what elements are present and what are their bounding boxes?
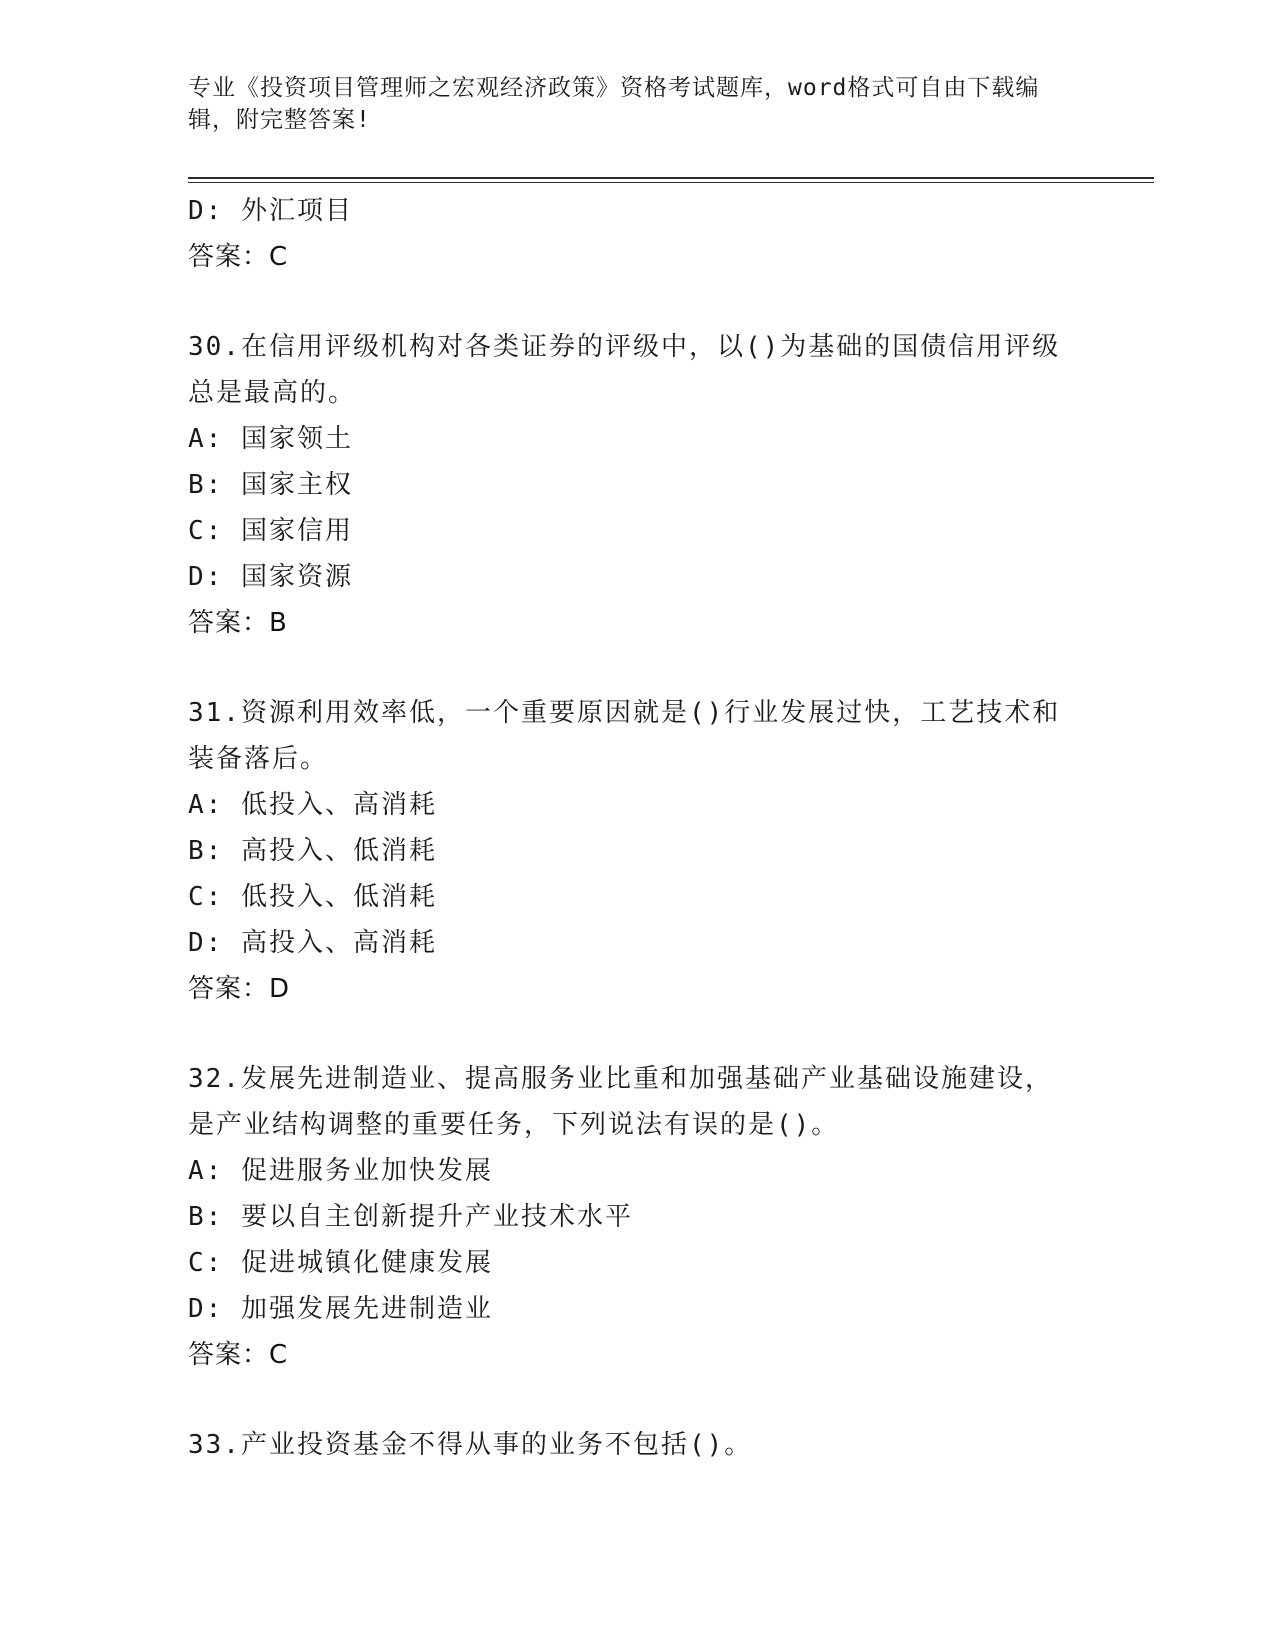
question-stem-line-2: 是产业结构调整的重要任务，下列说法有误的是()。 — [188, 1110, 840, 1140]
option-d: D: 国家资源 — [188, 562, 353, 592]
answer-line: 答案：D — [188, 974, 291, 1004]
option-b: B: 要以自主创新提升产业技术水平 — [188, 1202, 633, 1232]
header-divider — [188, 177, 1154, 179]
header-divider-thin — [188, 182, 1154, 183]
option-c: C: 促进城镇化健康发展 — [188, 1248, 493, 1278]
option-d: D: 加强发展先进制造业 — [188, 1294, 493, 1324]
option-b: B: 高投入、低消耗 — [188, 836, 437, 866]
option-b: B: 国家主权 — [188, 470, 353, 500]
option-a: A: 国家领土 — [188, 424, 353, 454]
question-stem-line-1: 30.在信用评级机构对各类证券的评级中，以()为基础的国债信用评级 — [188, 332, 1061, 362]
question-30 — [188, 324, 1088, 646]
question-stem-line-1: 32.发展先进制造业、提高服务业比重和加强基础产业基础设施建设， — [188, 1064, 1053, 1094]
question-31 — [188, 690, 1088, 1012]
question-stem-line-2: 装备落后。 — [188, 744, 329, 774]
option-c: C: 低投入、低消耗 — [188, 882, 437, 912]
question-33 — [188, 1422, 1088, 1468]
option-d: D: 高投入、高消耗 — [188, 928, 437, 958]
answer-line: 答案：C — [188, 242, 289, 272]
question-stem-line-2: 总是最高的。 — [188, 378, 357, 408]
header-line-2: 辑，附完整答案! — [188, 107, 371, 133]
question-32 — [188, 1056, 1088, 1378]
question-stem-line-1: 33.产业投资基金不得从事的业务不包括()。 — [188, 1430, 753, 1460]
answer-line: 答案：C — [188, 1340, 289, 1370]
option-a: A: 低投入、高消耗 — [188, 790, 437, 820]
answer-line: 答案：B — [188, 608, 288, 638]
option-d: D: 外汇项目 — [188, 196, 353, 226]
prev-question — [188, 188, 1088, 280]
option-a: A: 促进服务业加快发展 — [188, 1156, 493, 1186]
option-c: C: 国家信用 — [188, 516, 353, 546]
document-header — [188, 72, 1088, 136]
question-list — [188, 188, 1088, 1468]
question-stem-line-1: 31.资源利用效率低，一个重要原因就是()行业发展过快，工艺技术和 — [188, 698, 1061, 728]
header-line-1: 专业《投资项目管理师之宏观经济政策》资格考试题库，word格式可自由下载编 — [188, 75, 1040, 101]
